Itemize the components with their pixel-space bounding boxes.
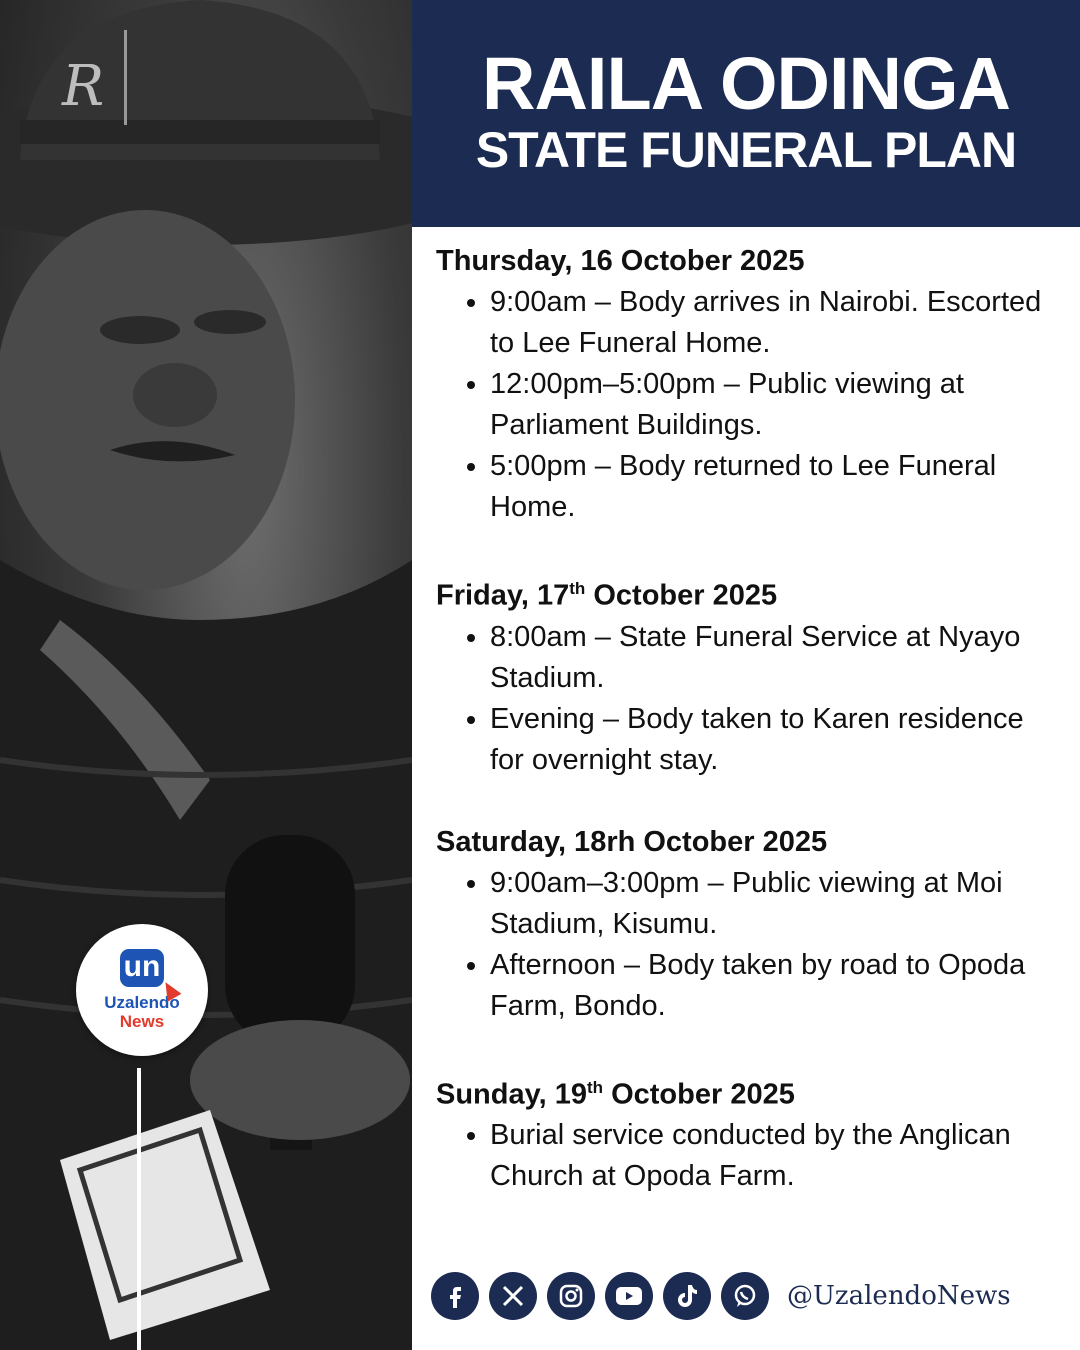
- list-item: • 12:00pm–5:00pm – Public viewing at Parliament Buildings.: [490, 364, 1056, 446]
- tiktok-icon[interactable]: [663, 1272, 711, 1320]
- day-section: [436, 821, 1056, 1027]
- day-heading-date: Thursday, 16 October 2025: [436, 245, 805, 277]
- social-handle[interactable]: @UzalendoNews: [787, 1281, 1011, 1311]
- day-heading: [436, 240, 1056, 282]
- facebook-icon[interactable]: [431, 1272, 479, 1320]
- list-item: • 9:00am–3:00pm – Public viewing at Moi Stadium, Kisumu.: [490, 863, 1056, 945]
- day-heading-ordinal: th: [586, 1077, 604, 1097]
- day-heading-date: Saturday, 18rh October 2025: [436, 825, 828, 858]
- day-section: [436, 240, 1056, 528]
- day-heading-date: Sunday, 19: [436, 1078, 587, 1111]
- page-title: RAILA ODINGA: [482, 42, 1010, 125]
- list-item: • Afternoon – Body taken by road to Opoda Farm, Bondo.: [490, 945, 1056, 1027]
- brand-logo: [76, 924, 208, 1056]
- logo-mark: [120, 949, 164, 987]
- list-item: • 9:00am – Body arrives in Nairobi. Escorted to Lee Funeral Home.: [490, 282, 1056, 364]
- title-header: [412, 0, 1080, 227]
- day-section: [436, 568, 1056, 781]
- social-bar: [431, 1270, 1011, 1322]
- day-heading: [436, 568, 1056, 617]
- svg-text:R: R: [62, 54, 105, 119]
- event-list: [436, 863, 1056, 1027]
- day-heading-date: Friday, 17: [436, 579, 570, 612]
- day-section: [436, 1067, 1056, 1198]
- list-item: • 8:00am – State Funeral Service at Nyayo Stadium.: [490, 617, 1056, 699]
- logo-name: Uzalendo: [104, 993, 180, 1012]
- logo-subname: News: [119, 1012, 165, 1031]
- event-list: [436, 1115, 1056, 1197]
- list-item: • Burial service conducted by the Anglican Church at Opoda Farm.: [490, 1115, 1056, 1197]
- youtube-icon[interactable]: [605, 1272, 653, 1320]
- portrait-photo: [0, 0, 412, 1350]
- list-item: • Evening – Body taken to Karen residence for overnight stay.: [490, 699, 1056, 781]
- event-list: [436, 617, 1056, 781]
- portrait-illustration: [0, 0, 412, 1350]
- instagram-icon[interactable]: [547, 1272, 595, 1320]
- day-heading: [436, 821, 1056, 863]
- whatsapp-icon[interactable]: [721, 1272, 769, 1320]
- event-list: [436, 282, 1056, 528]
- day-heading-month: October 2025: [603, 1078, 795, 1111]
- list-item: • 5:00pm – Body returned to Lee Funeral Home.: [490, 446, 1056, 528]
- day-heading-month: October 2025: [585, 579, 778, 612]
- day-heading-ordinal: th: [569, 579, 586, 598]
- logo-mark-text: un: [123, 950, 161, 983]
- day-heading: [436, 1067, 1056, 1116]
- x-icon[interactable]: [489, 1272, 537, 1320]
- page-subtitle: STATE FUNERAL PLAN: [475, 122, 1017, 178]
- funeral-schedule: [436, 240, 1056, 1237]
- divider-line: [137, 1068, 141, 1350]
